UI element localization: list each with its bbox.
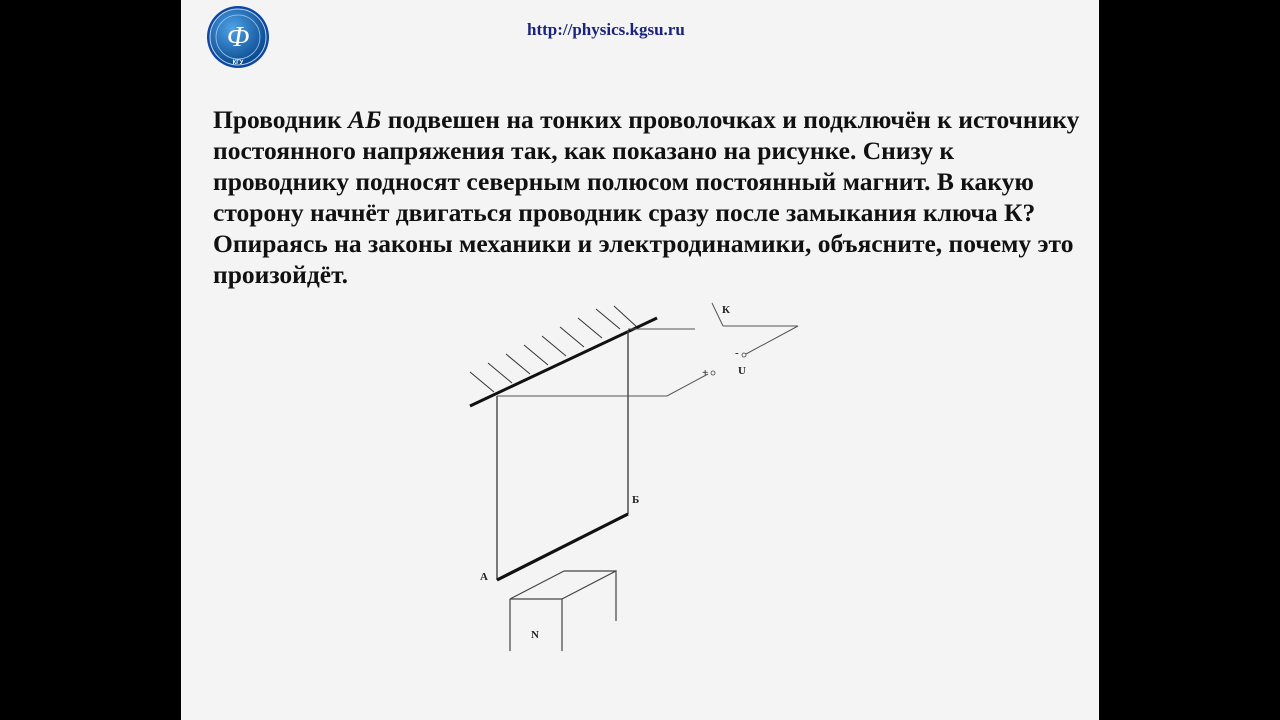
site-url[interactable]: http://physics.kgsu.ru [527, 20, 685, 39]
label-voltage: U [738, 365, 746, 377]
logo-caption: КГУ [232, 60, 244, 66]
conductor-ab [497, 514, 628, 580]
label-b: Б [632, 494, 640, 506]
problem-text-part1: Проводник [213, 105, 349, 134]
circuit-figure [181, 0, 1099, 720]
slide [181, 0, 1099, 720]
label-magnet-pole: N [531, 629, 539, 641]
ceiling [470, 318, 657, 406]
logo-letter: Ф [226, 22, 250, 53]
circuit-wires [497, 303, 798, 396]
label-minus: - [735, 347, 739, 359]
problem-text-part3: подвешен на тонких проволочках и подключён к источнику постоянного напряжения так, как показано на рисунке. Снизу к проводнику подносят северным полюсом постоянный магнит. В какую сторону начнёт двигаться проводник сразу после замыкания ключа К? Опираясь на законы механики и электродинамики, объясните, почему это произойдёт. [213, 105, 1080, 289]
conductor-name: АБ [348, 105, 382, 134]
terminal-minus [742, 353, 746, 357]
ceiling-hatching [470, 306, 638, 392]
magnet [510, 571, 616, 651]
label-key: К [722, 304, 730, 316]
terminal-plus [711, 371, 715, 375]
label-a: А [480, 571, 488, 583]
label-plus: + [702, 367, 709, 379]
